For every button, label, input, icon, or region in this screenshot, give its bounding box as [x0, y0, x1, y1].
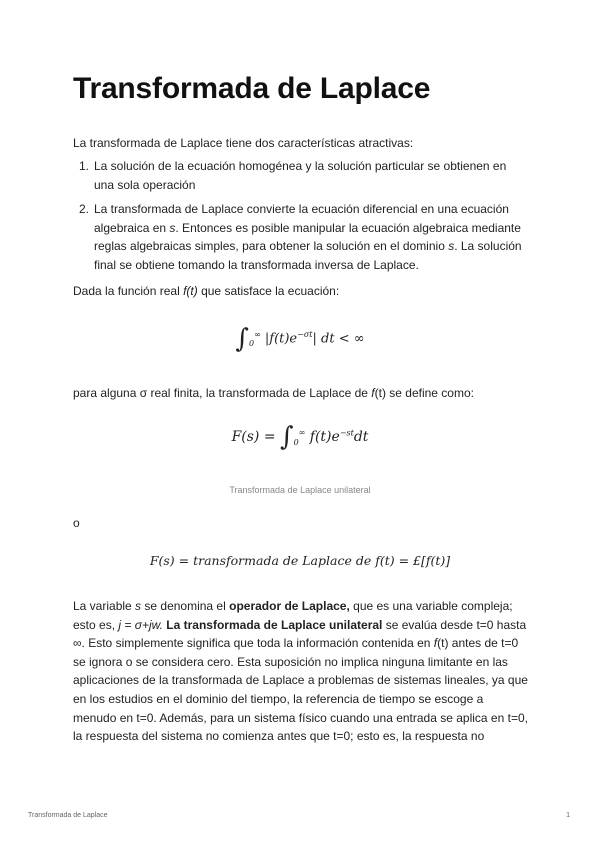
definition-paragraph: para alguna σ real finita, la transformada de Laplace de f(t) se define como: — [73, 386, 474, 400]
list-item — [73, 157, 528, 194]
list-item-text: La solución de la ecuación homogénea y la solución particular se obtienen en una sola operación — [94, 159, 507, 192]
list-item-text: La transformada de Laplace convierte la ecuación diferencial en una ecuación algebraica en s. Entonces es posible manipular la ecuación algebraica mediante reglas algebraicas simples, para obtener la solución en el dominio s. La solución final se obtiene tomando la transformada inversa de Laplace. — [94, 202, 522, 272]
list-number: 1. — [79, 159, 90, 173]
footer-title: Transformada de Laplace — [28, 812, 108, 819]
equation-laplace-definition: $F(s) = \int_0^\infty$ $f(t)e^{-st}dt$ — [231, 422, 369, 452]
body-paragraph: La variable s se denomina el operador de Laplace, que es una variable compleja; esto es, j = σ+jw. La transformada de Laplace unilateral se evalúa desde t=0 hasta ∞. Esto simplemente significa que toda la información contenida en f(t) antes de t=0 se ignora o se considera cero. Esta suposición no implica ninguna limitante en las aplicaciones de la transformada de Laplace a problemas de sistemas lineales, ya que en los estudios en el dominio del tiempo, la referencia de tiempo se escoge a menudo en t=0. Además, para un sistema físico cuando una entrada se aplica en t=0, la respuesta del sistema no comienza antes que t=0; esto es, la respuesta no — [73, 599, 528, 744]
intro-paragraph: La transformada de Laplace tiene dos características atractivas: — [73, 136, 414, 150]
equation-laplace-notation: F(s) = transformada de Laplace de f(t) = £[f(t)] — [149, 553, 451, 568]
equation-caption: Transformada de Laplace unilateral — [229, 485, 371, 495]
list-item — [73, 200, 528, 274]
page-title: Transformada de Laplace — [73, 72, 431, 105]
equation-convergence: $\int_0^\infty$ $|f(t)e^{-\sigma t}|$ dt < ∞ — [235, 324, 365, 354]
or-text: o — [73, 516, 80, 530]
page-number: 1 — [566, 812, 570, 819]
list-number: 2. — [79, 202, 90, 217]
feature-list — [73, 157, 528, 281]
given-paragraph: Dada la función real f(t) que satisface la ecuación: — [73, 284, 340, 298]
